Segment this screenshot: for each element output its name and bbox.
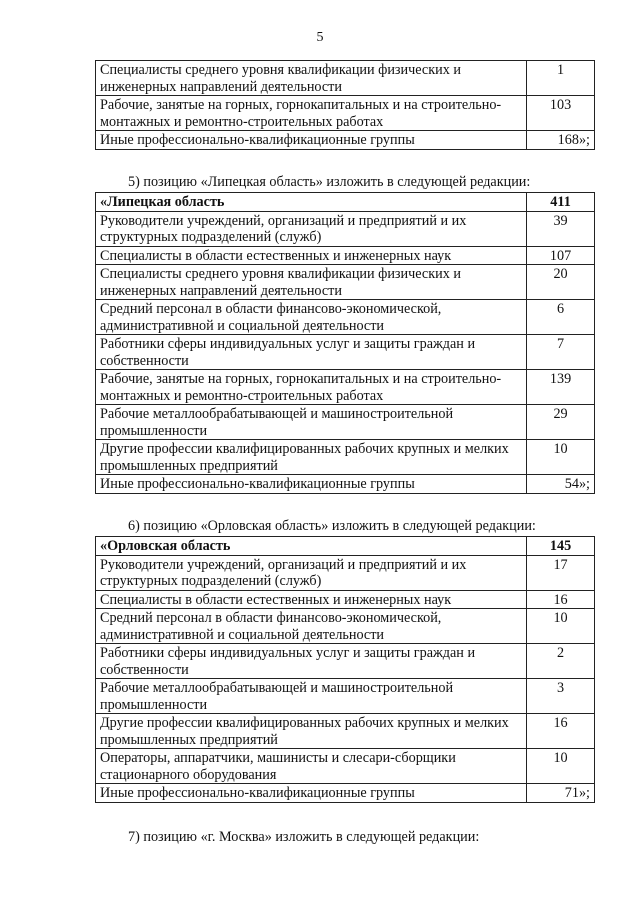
region-title: «Орловская область [96, 537, 527, 556]
row-value: 7 [527, 335, 595, 370]
row-label: Иные профессионально-квалификационные группы [96, 784, 527, 803]
row-value: 3 [527, 679, 595, 714]
row-value: 29 [527, 405, 595, 440]
table-lipetsk [95, 192, 595, 494]
row-value: 71»; [527, 784, 595, 803]
row-value: 10 [527, 440, 595, 475]
table-row [96, 131, 595, 150]
row-value: 2 [527, 644, 595, 679]
row-value: 1 [527, 61, 595, 96]
table-row [96, 300, 595, 335]
paragraph-6: 6) позицию «Орловская область» изложить в следующей редакции: [128, 518, 536, 534]
row-label: Средний персонал в области финансово-экономической, административной и социальной деятельности [96, 609, 527, 644]
region-total: 411 [527, 193, 595, 212]
row-value: 16 [527, 714, 595, 749]
row-value: 107 [527, 246, 595, 265]
page-number: 5 [316, 30, 324, 45]
row-label: Иные профессионально-квалификационные группы [96, 131, 527, 150]
table-row [96, 370, 595, 405]
row-value: 10 [527, 609, 595, 644]
table-orel [95, 536, 595, 803]
row-label: Средний персонал в области финансово-экономической, административной и социальной деятельности [96, 300, 527, 335]
table-row [96, 335, 595, 370]
table-row [96, 644, 595, 679]
table-row [96, 265, 595, 300]
table-row [96, 475, 595, 494]
row-value: 39 [527, 211, 595, 246]
row-value: 139 [527, 370, 595, 405]
row-value: 20 [527, 265, 595, 300]
table-row [96, 405, 595, 440]
row-label: Специалисты среднего уровня квалификации физических и инженерных направлений деятельности [96, 265, 527, 300]
row-label: Операторы, аппаратчики, машинисты и слесари-сборщики стационарного оборудования [96, 749, 527, 784]
row-value: 17 [527, 555, 595, 590]
row-label: Рабочие металлообрабатывающей и машиностроительной промышленности [96, 679, 527, 714]
table-row [96, 440, 595, 475]
row-label: Рабочие металлообрабатывающей и машиностроительной промышленности [96, 405, 527, 440]
table-row [96, 749, 595, 784]
row-label: Специалисты в области естественных и инженерных наук [96, 590, 527, 609]
row-value: 6 [527, 300, 595, 335]
table-row [96, 96, 595, 131]
table-row [96, 61, 595, 96]
row-label: Рабочие, занятые на горных, горнокапитальных и на строительно-монтажных и ремонтно-строительных работах [96, 370, 527, 405]
row-label: Иные профессионально-квалификационные группы [96, 475, 527, 494]
row-label: Руководители учреждений, организаций и предприятий и их структурных подразделений (служб) [96, 555, 527, 590]
table-header-row [96, 537, 595, 556]
table-row [96, 590, 595, 609]
row-label: Рабочие, занятые на горных, горнокапитальных и на строительно-монтажных и ремонтно-строительных работах [96, 96, 527, 131]
row-label: Специалисты среднего уровня квалификации физических и инженерных направлений деятельности [96, 61, 527, 96]
table-row [96, 246, 595, 265]
row-label: Другие профессии квалифицированных рабочих крупных и мелких промышленных предприятий [96, 440, 527, 475]
row-value: 54»; [527, 475, 595, 494]
row-label: Руководители учреждений, организаций и предприятий и их структурных подразделений (служб) [96, 211, 527, 246]
row-value: 16 [527, 590, 595, 609]
table-row [96, 784, 595, 803]
paragraph-5: 5) позицию «Липецкая область» изложить в следующей редакции: [128, 174, 531, 190]
table-row [96, 609, 595, 644]
table-row [96, 679, 595, 714]
table-row [96, 555, 595, 590]
table-continuation [95, 60, 595, 150]
region-total: 145 [527, 537, 595, 556]
row-label: Работники сферы индивидуальных услуг и защиты граждан и собственности [96, 335, 527, 370]
row-value: 10 [527, 749, 595, 784]
row-value: 103 [527, 96, 595, 131]
row-label: Работники сферы индивидуальных услуг и защиты граждан и собственности [96, 644, 527, 679]
region-title: «Липецкая область [96, 193, 527, 212]
table-row [96, 714, 595, 749]
table-row [96, 211, 595, 246]
row-value: 168»; [527, 131, 595, 150]
table-header-row [96, 193, 595, 212]
paragraph-7: 7) позицию «г. Москва» изложить в следующей редакции: [128, 829, 480, 845]
row-label: Специалисты в области естественных и инженерных наук [96, 246, 527, 265]
row-label: Другие профессии квалифицированных рабочих крупных и мелких промышленных предприятий [96, 714, 527, 749]
